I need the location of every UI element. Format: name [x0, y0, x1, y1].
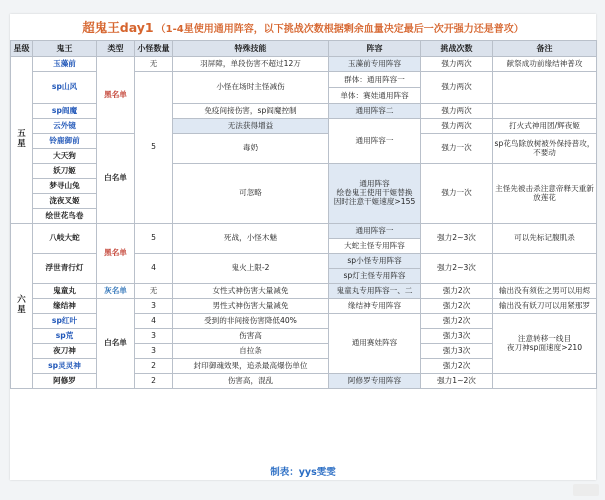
header-notes: 备注	[493, 41, 597, 57]
lineup-cell: 通用阵容一	[329, 119, 421, 164]
minion-count: 无	[135, 57, 173, 72]
skill-cell: 免疫间接伤害，sp阎魔控制	[173, 104, 329, 119]
note-cell: 打火式神用团/辉夜姬	[493, 119, 597, 134]
table-row	[11, 284, 597, 299]
sheet	[10, 14, 596, 480]
lineup-cell: sp灯主怪专用阵容	[329, 269, 421, 284]
header-count: 小怪数量	[135, 41, 173, 57]
page-title	[10, 14, 596, 40]
note-cell: 可以先标记腹肌杀	[493, 224, 597, 254]
boss-name: 浮世青行灯	[33, 254, 97, 284]
table-row	[11, 224, 597, 239]
skill-cell: 死战，小怪木魅	[173, 224, 329, 254]
title-main: 超鬼王day1	[82, 20, 154, 35]
minion-count: 2	[135, 374, 173, 389]
skill-cell: 封印御魂效果，追杀最高爆伤单位	[173, 359, 329, 374]
boss-table	[10, 40, 597, 389]
lineup-cell: 通用阵容二	[329, 104, 421, 119]
type-black: 黑名单	[97, 57, 135, 134]
minion-count: 4	[135, 314, 173, 329]
minion-count: 3	[135, 344, 173, 359]
header-boss: 鬼王	[33, 41, 97, 57]
note-cell	[493, 254, 597, 284]
tries-cell: 强力1~2次	[421, 374, 493, 389]
skill-cell: 男性式神伤害大量减免	[173, 299, 329, 314]
footer-credit: 制表：yys雯雯	[270, 467, 336, 478]
skill-cell: 羽屏障，单段伤害不超过12万	[173, 57, 329, 72]
tries-cell: 强力一次	[421, 134, 493, 164]
note-cell: 主怪先被击杀注意帝释天重新 放莲花	[493, 164, 597, 224]
tries-cell: 强力2次	[421, 284, 493, 299]
minion-count: 4	[135, 254, 173, 284]
tries-cell: 强力两次	[421, 57, 493, 72]
skill-cell: 伤害高	[173, 329, 329, 344]
lineup-cell: 通用阵容 绘卷鬼王使用干姬替换 因时注意干姬速度>155	[329, 164, 421, 224]
note-cell	[493, 72, 597, 104]
type-black: 黑名单	[97, 224, 135, 284]
lineup-cell: 大蛇主怪专用阵容	[329, 239, 421, 254]
tries-cell: 强力2~3次	[421, 224, 493, 254]
boss-name: sp荒	[33, 329, 97, 344]
boss-name: 鬼童丸	[33, 284, 97, 299]
boss-name: 夜刀神	[33, 344, 97, 359]
lineup-cell: 通用阵容一	[329, 224, 421, 239]
tries-cell: 强力3次	[421, 329, 493, 344]
boss-name: 铃鹿御前	[33, 134, 97, 149]
boss-name: sp阎魔	[33, 104, 97, 119]
skill-cell: 毒奶	[173, 134, 329, 164]
lineup-cell: 阿修罗专用阵容	[329, 374, 421, 389]
boss-name: 绘世花鸟卷	[33, 209, 97, 224]
lineup-cell: sp小怪专用阵容	[329, 254, 421, 269]
skill-cell: 无法获得增益	[173, 119, 329, 134]
type-grey: 灰名单	[97, 284, 135, 299]
boss-name: 泷夜叉姬	[33, 194, 97, 209]
lineup-cell: 通用赛娃阵容	[329, 314, 421, 374]
tries-cell: 强力2次	[421, 314, 493, 329]
skill-cell: 可忽略	[173, 164, 329, 224]
boss-name: 阿修罗	[33, 374, 97, 389]
tries-cell: 强力2~3次	[421, 254, 493, 284]
note-cell: 输出没有妖刀可以用紧那罗	[493, 299, 597, 314]
type-white: 白名单	[97, 134, 135, 224]
tries-cell: 强力2次	[421, 299, 493, 314]
header-row	[11, 41, 597, 57]
boss-name: 八岐大蛇	[33, 224, 97, 254]
boss-name: sp红叶	[33, 314, 97, 329]
boss-name: 大天狗	[33, 149, 97, 164]
lineup-cell: 玉藻前专用阵容	[329, 57, 421, 72]
skill-cell: 自拉条	[173, 344, 329, 359]
boss-name: 妖刀姬	[33, 164, 97, 179]
title-sub: （1-4星使用通用阵容，以下挑战次数根据剩余血量决定最后一次开强力还是普攻）	[155, 23, 524, 35]
note-cell: 注意转移一线目 夜刀神sp面速度>210	[493, 314, 597, 374]
skill-cell: 伤害高，混乱	[173, 374, 329, 389]
lineup-cell: 缘结神专用阵容	[329, 299, 421, 314]
note-cell: 输出没有须佐之男可以用烬	[493, 284, 597, 299]
type-white: 白名单	[97, 299, 135, 389]
header-skill: 特殊技能	[173, 41, 329, 57]
note-cell: sp花鸟除放树被外保持普攻， 不要动	[493, 134, 597, 164]
boss-name: 梦寻山兔	[33, 179, 97, 194]
star-six: 六 星	[11, 224, 33, 389]
boss-name: 玉藻前	[33, 57, 97, 72]
minion-count: 5	[135, 224, 173, 254]
boss-name: sp山风	[33, 72, 97, 104]
lineup-cell: 群体：通用阵容一 单体：赛娃通用阵容	[329, 72, 421, 104]
star-five: 五 星	[11, 57, 33, 224]
minion-count: 5	[135, 72, 173, 224]
skill-cell: 女性式神伤害大量减免	[173, 284, 329, 299]
tries-cell: 强力2次	[421, 359, 493, 374]
boss-name: 云外镜	[33, 119, 97, 134]
note-cell	[493, 104, 597, 119]
table-row	[11, 57, 597, 72]
skill-cell: 小怪在场时主怪减伤	[173, 72, 329, 104]
tries-cell: 强力3次	[421, 344, 493, 359]
skill-cell: 受到的非间接伤害降低40%	[173, 314, 329, 329]
lineup-cell: 鬼童丸专用阵容一、二	[329, 284, 421, 299]
minion-count: 无	[135, 284, 173, 299]
header-type: 类型	[97, 41, 135, 57]
tries-cell: 强力一次	[421, 164, 493, 224]
table-row	[11, 299, 597, 314]
table-row	[11, 134, 597, 149]
header-lineup: 阵容	[329, 41, 421, 57]
corner-mark	[573, 484, 599, 496]
boss-name: sp灵灵神	[33, 359, 97, 374]
boss-name: 缘结神	[33, 299, 97, 314]
header-tries: 挑战次数	[421, 41, 493, 57]
header-star: 星级	[11, 41, 33, 57]
minion-count: 3	[135, 329, 173, 344]
minion-count: 3	[135, 299, 173, 314]
tries-cell: 强力两次	[421, 104, 493, 119]
note-cell	[493, 374, 597, 389]
tries-cell: 强力两次	[421, 72, 493, 104]
skill-cell: 鬼火上限-2	[173, 254, 329, 284]
minion-count: 2	[135, 359, 173, 374]
note-cell: 献祭成功前缘结神普攻	[493, 57, 597, 72]
tries-cell: 强力两次	[421, 119, 493, 134]
